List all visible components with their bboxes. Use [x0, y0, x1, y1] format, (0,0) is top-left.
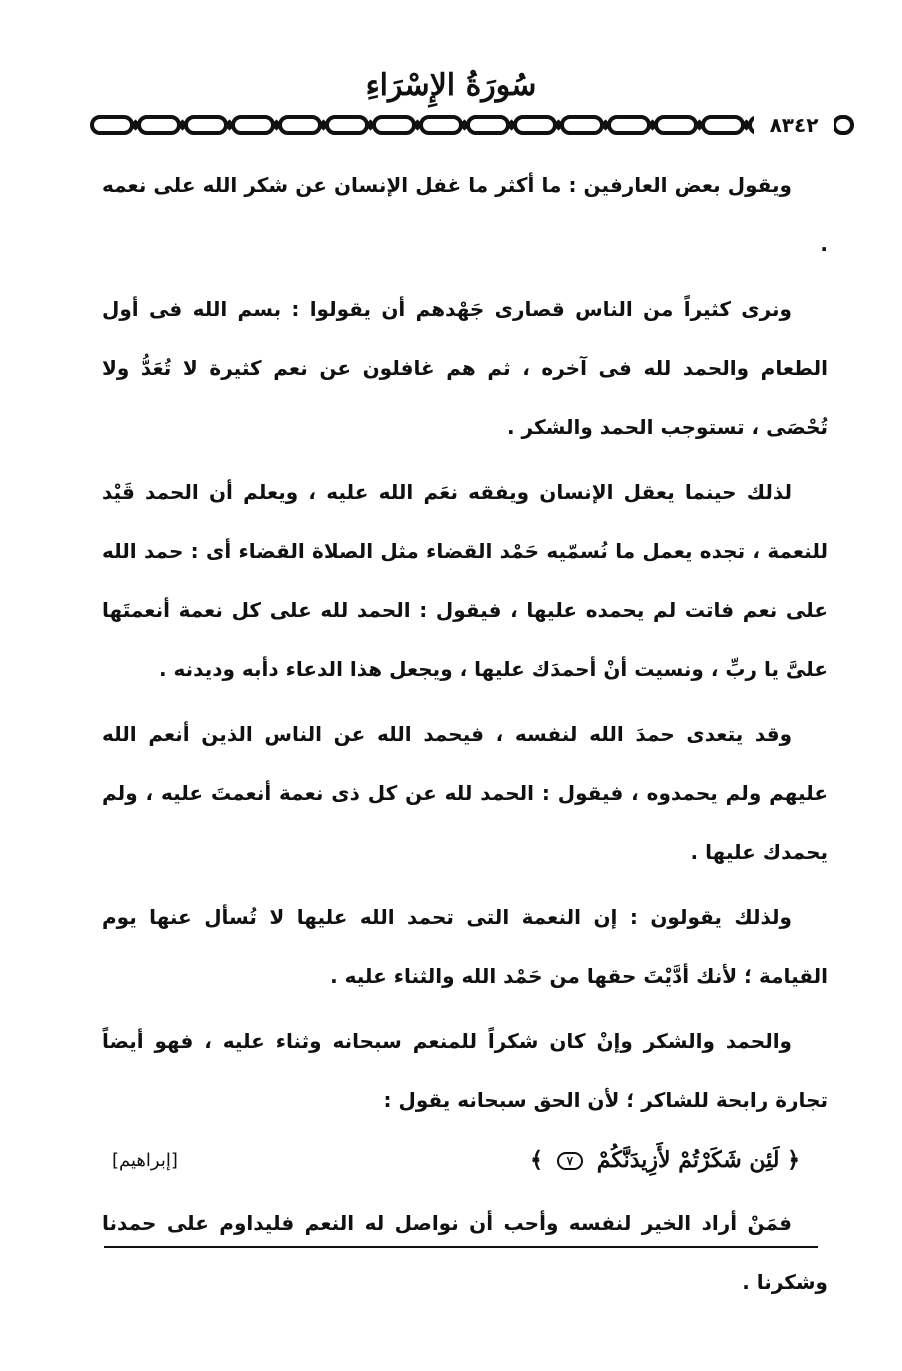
- footer-rule: [104, 1246, 818, 1248]
- page-title: سُورَةُ الإِسْرَاءِ: [365, 68, 537, 103]
- ornament-oval: [374, 117, 414, 133]
- paragraph: فمَنْ أراد الخير لنفسه وأحب أن نواصل له النعم فليداوم على حمدنا وشكرنا .: [102, 1211, 828, 1294]
- ornament-oval: [280, 117, 320, 133]
- ornament-oval: [327, 117, 367, 133]
- verse-open-bracket: ﴿: [787, 1146, 800, 1173]
- ornament-oval: [186, 117, 226, 133]
- header-ornament-border: [88, 112, 854, 138]
- paragraph: ولذلك يقولون : إن النعمة التى تحمد الله عليها لا تُسأل عنها يوم القيامة ؛ لأنك أدَّيْتَ حقها من حَمْد الله والثناء عليه .: [102, 905, 828, 988]
- quran-verse-line: [102, 1130, 828, 1190]
- verse-close-bracket: ﴾: [530, 1146, 543, 1173]
- verse-number: ٧: [557, 1152, 583, 1170]
- ornament-oval: [834, 117, 852, 133]
- ornament-oval: [92, 117, 132, 133]
- surah-reference: [إبراهيم]: [112, 1149, 178, 1171]
- ornament-oval: [515, 117, 555, 133]
- page-number: ٨٣٤٢: [754, 112, 834, 138]
- paragraph: ونرى كثيراً من الناس قصارى جَهْدهم أن يقولوا : بسم الله فى أول الطعام والحمد لله فى آخره ، ثم هم غافلون عن نعم كثيرة لا تُعَدُّ ولا تُحْصَى ، تستوجب الحمد والشكر .: [102, 297, 828, 439]
- quran-verse: [530, 1131, 800, 1190]
- ornament-oval: [656, 117, 696, 133]
- paragraph: وقد يتعدى حمدَ الله لنفسه ، فيحمد الله عن الناس الذين أنعم الله عليهم ولم يحمدوه ، فيقول : الحمد لله عن كل ذى نعمة أنعمتَ عليه ، ولم يحمدك عليها .: [102, 722, 828, 864]
- ornament-oval: [703, 117, 743, 133]
- ornament-oval: [468, 117, 508, 133]
- ornament-oval: [562, 117, 602, 133]
- ornament-oval: [233, 117, 273, 133]
- ornament-oval: [139, 117, 179, 133]
- paragraph: لذلك حينما يعقل الإنسان ويفقه نعَم الله عليه ، ويعلم أن الحمد قَيْد للنعمة ، تجده يعمل ما نُسمّيه حَمْد القضاء مثل الصلاة القضاء أى : حمد الله على نعم فاتت لم يحمده عليها ، فيقول : الحمد لله على كل نعمة أنعمتَها علىَّ يا ربِّ ، ونسيت أنْ أحمدَك عليها ، ويجعل هذا الدعاء دأبه وديدنه .: [102, 480, 828, 681]
- paragraph: والحمد والشكر وإنْ كان شكراً للمنعم سبحانه وثناء عليه ، فهو أيضاً تجارة رابحة للشاكر ؛ لأن الحق سبحانه يقول :: [102, 1029, 828, 1112]
- verse-text: لَئِن شَكَرْتُمْ لأَزِيدَنَّكُمْ: [596, 1146, 780, 1173]
- ornament-oval: [421, 117, 461, 133]
- paragraph: ويقول بعض العارفين : ما أكثر ما غفل الإنسان عن شكر الله على نعمه .: [102, 173, 828, 256]
- ornament-oval: [609, 117, 649, 133]
- main-text: [102, 156, 828, 1318]
